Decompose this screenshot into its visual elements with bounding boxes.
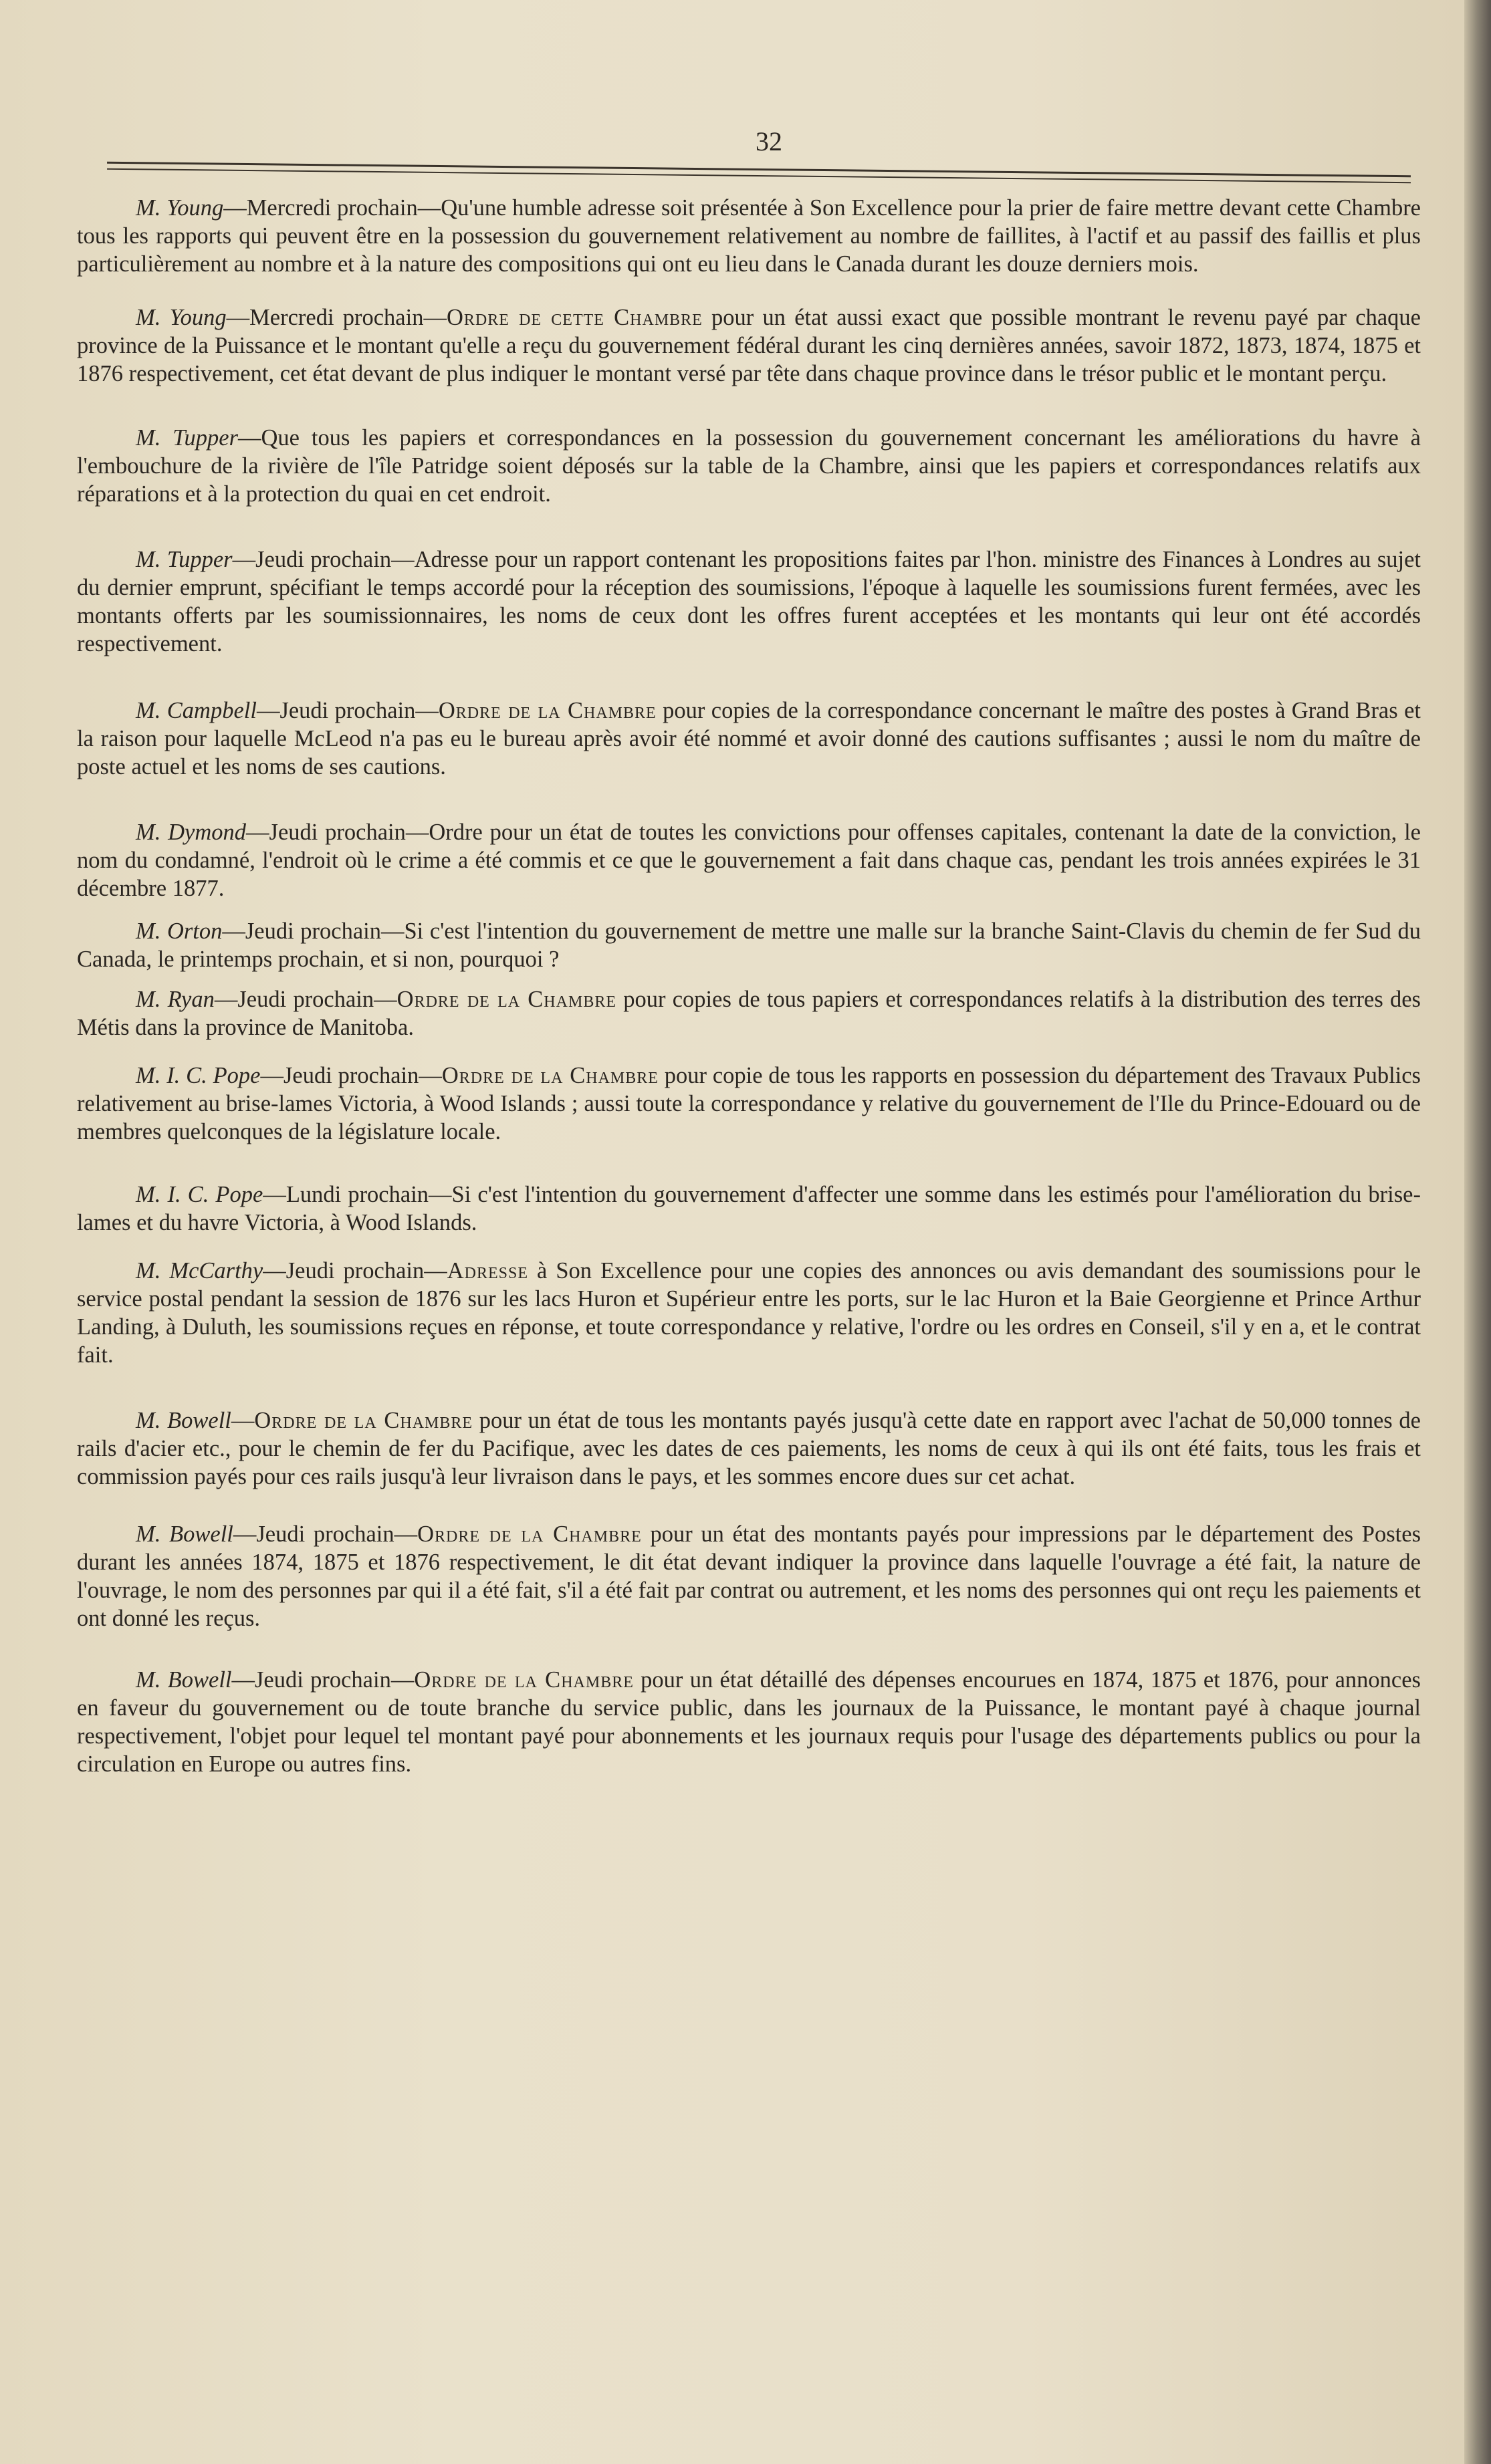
notice-entry xyxy=(77,1666,1421,1778)
entry-text: Si c'est l'intention du gouvernement d'affecter une somme dans les estimés pour l'amélioration du brise-lames et du havre Victoria, à Wood Islands. xyxy=(77,1182,1421,1235)
member-name: M. Bowell xyxy=(136,1521,233,1547)
entry-when: Jeudi prochain— xyxy=(256,1521,418,1547)
member-name: M. Tupper xyxy=(136,547,233,572)
entry-dash: — xyxy=(214,987,238,1012)
entry-when: Jeudi prochain— xyxy=(255,1667,415,1693)
entry-when: Jeudi prochain— xyxy=(255,547,415,572)
entry-dash: — xyxy=(226,305,250,330)
member-name: M. Young xyxy=(136,195,224,221)
notice-entry xyxy=(77,697,1421,781)
header-rule xyxy=(107,168,1411,183)
notice-entry xyxy=(77,1181,1421,1237)
entry-dash: — xyxy=(233,1521,257,1547)
notice-entry xyxy=(77,818,1421,902)
entry-when: Jeudi prochain— xyxy=(237,987,397,1012)
entry-text: pour copies de tous papiers et correspondances relatifs à la distribution des terres des Métis dans la province de Manitoba. xyxy=(77,987,1421,1040)
notice-entry xyxy=(77,424,1421,508)
entry-dash: — xyxy=(223,195,247,221)
member-name: M. Dymond xyxy=(136,820,247,845)
entry-dash: — xyxy=(263,1182,286,1207)
entry-text: Adresse pour un rapport contenant les propositions faites par l'hon. ministre des Finances à Londres au sujet du dernier emprunt, spécifiant le temps accordé pour la réception des soumissions, l'époque à laquelle les soumissions furent fermées, avec les montants offerts par les soumissionnaires, les noms de ceux dont les offres furent acceptées et les montants qui leur ont été accordés respectivement. xyxy=(77,547,1421,656)
entry-when: Mercredi prochain— xyxy=(246,195,441,221)
entry-when: Jeudi prochain— xyxy=(245,918,405,944)
entry-dash: — xyxy=(231,1667,255,1693)
entry-dash: — xyxy=(246,820,269,845)
entry-when: Jeudi prochain— xyxy=(285,1258,447,1283)
notice-entry xyxy=(77,1520,1421,1632)
entry-when: Jeudi prochain— xyxy=(279,698,439,723)
entry-dash: — xyxy=(256,698,280,723)
entry-text: pour un état des montants payés pour impressions par le département des Postes durant les années 1874, 1875 et 1876 respectivement, le dit état devant indiquer la province dans laquelle l'ouvrage a été fait, la nature de l'ouvrage, le nom des personnes par qui il a été fait, s'il a été fait par contrat ou autrement, et les noms des personnes qui ont reçu les paiements et ont donné les reçus. xyxy=(77,1521,1421,1631)
entry-order: Ordre de cette Chambre xyxy=(446,305,703,330)
entry-text: Que tous les papiers et correspondances en la possession du gouvernement concernant les améliorations du havre à l'embouchure de la rivière de l'île Patridge soient déposés sur la table de la Chambre, ainsi que les papiers et correspondances relatifs aux réparations et à la protection du quai en cet endroit. xyxy=(77,425,1421,507)
notice-entry xyxy=(77,917,1421,973)
entry-text: pour un état détaillé des dépenses encourues en 1874, 1875 et 1876, pour annonces en faveur du gouvernement ou de toute branche du service public, dans les journaux de la Puissance, le montant payé à chaque journal respectivement, l'objet pour lequel tel montant payé pour abonnements et les journaux requis pour l'usage des départements publics ou pour la circulation en Europe ou autres fins. xyxy=(77,1667,1421,1777)
entry-text: pour copie de tous les rapports en possession du département des Travaux Publics relativement au brise-lames Victoria, à Wood Islands ; aussi toute la correspondance y relative du gouvernement de l'Ile du Prince-Edouard ou de membres quelconques de la législature locale. xyxy=(77,1063,1421,1144)
member-name: M. I. C. Pope xyxy=(136,1063,261,1088)
entry-order: Ordre de la Chambre xyxy=(254,1408,473,1433)
entry-dash: — xyxy=(232,547,256,572)
entry-when: Jeudi prochain— xyxy=(269,820,429,845)
notice-entry xyxy=(77,1062,1421,1146)
notice-entry xyxy=(77,194,1421,278)
member-name: M. Campbell xyxy=(136,698,257,723)
entry-when: Jeudi prochain— xyxy=(283,1063,442,1088)
notice-entry xyxy=(77,1257,1421,1369)
entry-dash: — xyxy=(263,1258,286,1283)
notice-entry xyxy=(77,545,1421,658)
notice-entries xyxy=(77,194,1421,1778)
notice-entry xyxy=(77,985,1421,1041)
entry-dash: — xyxy=(260,1063,283,1088)
member-name: M. Young xyxy=(136,305,227,330)
entry-order: Ordre de la Chambre xyxy=(441,1063,659,1088)
entry-order: Adresse xyxy=(447,1258,529,1283)
member-name: M. I. C. Pope xyxy=(136,1182,263,1207)
entry-text: pour un état aussi exact que possible montrant le revenu payé par chaque province de la Puissance et le montant qu'elle a reçu du gouvernement fédéral durant les cinq dernières années, savoir 1872, 1873, 1874, 1875 et 1876 respectivement, cet état devant de plus indiquer le montant versé par tête dans chaque province dans le trésor public et le montant perçu. xyxy=(77,305,1421,386)
book-spine-edge xyxy=(1464,0,1491,2464)
entry-text: à Son Excellence pour une copies des annonces ou avis demandant des soumissions pour le service postal pendant la session de 1876 sur les lacs Huron et Supérieur entre les ports, sur le lac Huron et la Baie Georgienne et Prince Arthur Landing, à Duluth, les soumissions reçues en réponse, et toute correspondance y relative, l'ordre ou les ordres en Conseil, s'il y en a, et le contrat fait. xyxy=(77,1258,1421,1368)
entry-order: Ordre de la Chambre xyxy=(414,1667,634,1693)
entry-text: pour copies de la correspondance concernant le maître des postes à Grand Bras et la raison pour laquelle McLeod n'a pas eu le bureau après avoir été nommé et avoir donné des cautions suffisantes ; aussi le nom du maître de poste actuel et les noms de ses cautions. xyxy=(77,698,1421,779)
member-name: M. Ryan xyxy=(136,987,215,1012)
entry-text: Ordre pour un état de toutes les convictions pour offenses capitales, contenant la date de la conviction, le nom du condamné, l'endroit où le crime a été commis et ce que le gouvernement a fait dans chaque cas, pendant les trois années expirées le 31 décembre 1877. xyxy=(77,820,1421,901)
entry-when: Lundi prochain— xyxy=(285,1182,452,1207)
entry-dash: — xyxy=(222,918,245,944)
member-name: M. McCarthy xyxy=(136,1258,263,1283)
entry-text: Qu'une humble adresse soit présentée à Son Excellence pour la prier de faire mettre devant cette Chambre tous les rapports qui peuvent être en la possession du gouvernement relativement au nombre de faillites, à l'actif et au passif des faillis et plus particulièrement au nombre et à la nature des compositions qui ont eu lieu dans le Canada durant les douze derniers mois. xyxy=(77,195,1421,277)
entry-order: Ordre de la Chambre xyxy=(438,698,657,723)
member-name: M. Tupper xyxy=(136,425,239,451)
entry-dash: — xyxy=(238,425,261,451)
entry-text: Si c'est l'intention du gouvernement de mettre une malle sur la branche Saint-Clavis du chemin de fer Sud du Canada, le printemps prochain, et si non, pourquoi ? xyxy=(77,918,1421,972)
member-name: M. Bowell xyxy=(136,1408,231,1433)
entry-order: Ordre de la Chambre xyxy=(417,1521,642,1547)
entry-dash: — xyxy=(231,1408,255,1433)
member-name: M. Orton xyxy=(136,918,223,944)
member-name: M. Bowell xyxy=(136,1667,232,1693)
entry-order: Ordre de la Chambre xyxy=(396,987,616,1012)
page-number: 32 xyxy=(756,126,782,156)
notice-entry xyxy=(77,1406,1421,1491)
entry-when: Mercredi prochain— xyxy=(249,305,447,330)
notice-entry xyxy=(77,303,1421,388)
entry-text: pour un état de tous les montants payés jusqu'à cette date en rapport avec l'achat de 50,000 tonnes de rails d'acier etc., pour le chemin de fer du Pacifique, avec les dates de ces paiements, les noms de ceux à qui ils ont été faits, tous les frais et commission payés pour ces rails jusqu'à leur livraison dans le pays, et les sommes encore dues sur cet achat. xyxy=(77,1408,1421,1489)
